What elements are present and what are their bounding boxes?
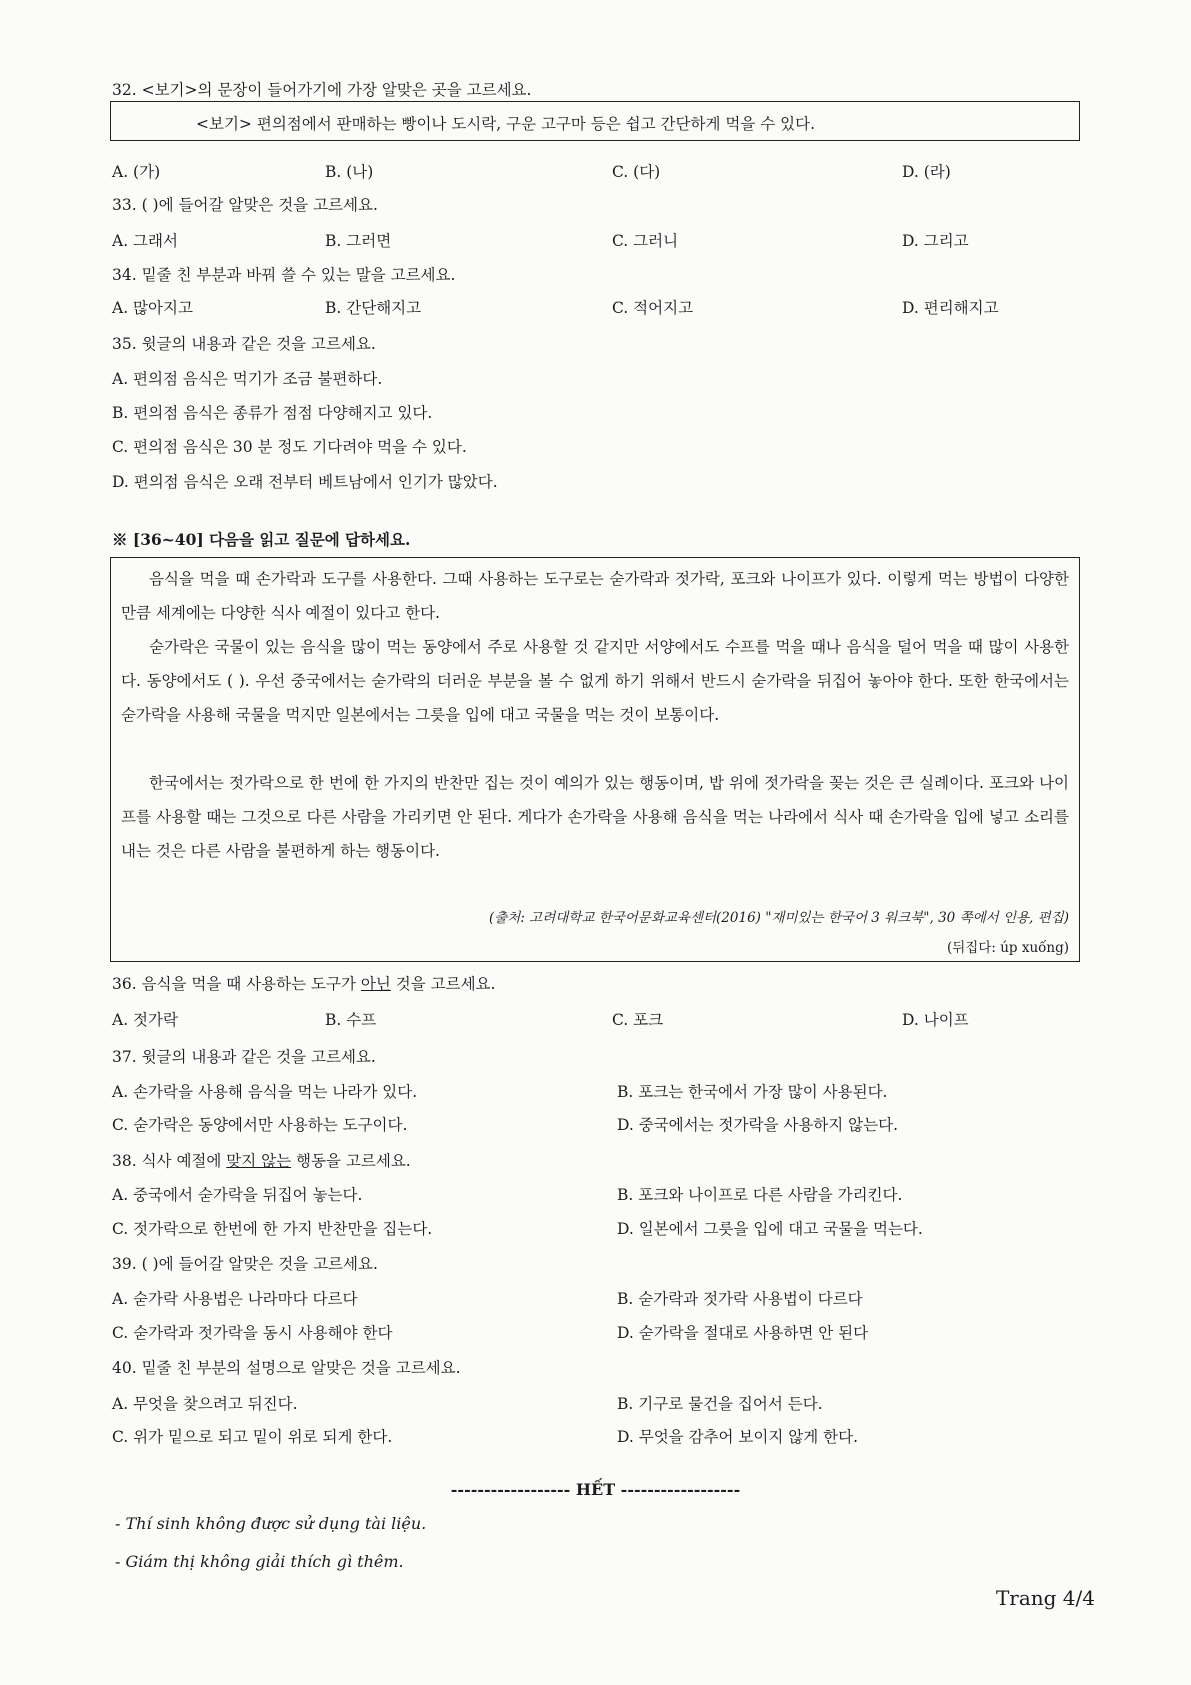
q35-option-b: B. 편의점 음식은 종류가 점점 다양해지고 있다. <box>112 404 433 422</box>
page-number: Trang 4/4 <box>995 1586 1095 1610</box>
q36-option-a: A. 젓가락 <box>112 1011 178 1029</box>
end-marker: ------------------ HẾT ------------------ <box>450 1480 741 1499</box>
example-text: 편의점에서 판매하는 빵이나 도시락, 구운 고구마 등은 쉽고 간단하게 먹을 수 있다. <box>256 115 816 133</box>
question-33-stem: 33. ( )에 들어갈 알맞은 것을 고르세요. <box>112 196 378 214</box>
q32-option-b: B. (나) <box>325 163 374 181</box>
underlined-word: 아닌 <box>360 975 391 993</box>
q32-option-d: D. (라) <box>902 163 951 181</box>
q34-option-a: A. 많아지고 <box>112 299 193 317</box>
q39-option-b: B. 숟가락과 젓가락 사용법이 다르다 <box>617 1290 863 1308</box>
example-label: <보기> <box>196 115 252 133</box>
q37-option-b: B. 포크는 한국에서 가장 많이 사용된다. <box>617 1083 888 1101</box>
q34-option-d: D. 편리해지고 <box>902 299 999 317</box>
question-34-stem: 34. 밑줄 친 부분과 바꿔 쓸 수 있는 말을 고르세요. <box>112 266 456 284</box>
question-40-stem: 40. 밑줄 친 부분의 설명으로 알맞은 것을 고르세요. <box>112 1359 461 1377</box>
example-box <box>110 101 1080 141</box>
q38-option-a: A. 중국에서 숟가락을 뒤집어 놓는다. <box>112 1186 363 1204</box>
passage-paragraph-1: 음식을 먹을 때 손가락과 도구를 사용한다. 그때 사용하는 도구로는 숟가락과 젓가락, 포크와 나이프가 있다. 이렇게 먹는 방법이 다양한 만큼 세계에는 다양한 식사 예절이 있다고 한다. <box>121 570 1069 622</box>
q39-option-d: D. 숟가락을 절대로 사용하면 안 된다 <box>617 1324 869 1342</box>
q32-option-a: A. (가) <box>112 163 161 181</box>
q33-option-c: C. 그러니 <box>612 232 679 250</box>
q34-option-c: C. 적어지고 <box>612 299 694 317</box>
q32-option-c: C. (다) <box>612 163 661 181</box>
q40-option-b: B. 기구로 물건을 집어서 든다. <box>617 1395 823 1413</box>
passage-paragraph-2: 숟가락은 국물이 있는 음식을 많이 먹는 동양에서 주로 사용할 것 같지만 서양에서도 수프를 먹을 때나 음식을 덜어 먹을 때 많이 사용한다. 동양에서도 ( ). 우선 중국에서는 숟가락의 더러운 부분을 볼 수 없게 하기 위해서 반드시 숟가락을 뒤집어 놓아야 한다. 또한 한국에서는 숟가락을 사용해 국물을 먹지만 일본에서는 그릇을 입에 대고 국물을 먹는 것이 보통이다. <box>121 638 1069 724</box>
q34-option-b: B. 간단해지고 <box>325 299 422 317</box>
q39-option-c: C. 숟가락과 젓가락을 동시 사용해야 한다 <box>112 1324 393 1342</box>
q40-option-d: D. 무엇을 감추어 보이지 않게 한다. <box>617 1428 859 1446</box>
q36-option-b: B. 수프 <box>325 1011 377 1029</box>
reading-passage <box>110 557 1080 962</box>
underlined-phrase: 맞지 않는 <box>226 1152 292 1170</box>
section-heading: ※ [36~40] 다음을 읽고 질문에 답하세요. <box>112 530 411 549</box>
q37-option-a: A. 손가락을 사용해 음식을 먹는 나라가 있다. <box>112 1083 418 1101</box>
footer-note-2: - Giám thị không giải thích gì thêm. <box>115 1552 404 1571</box>
q33-option-b: B. 그러면 <box>325 232 392 250</box>
q38-option-d: D. 일본에서 그릇을 입에 대고 국물을 먹는다. <box>617 1220 923 1238</box>
question-37-stem: 37. 윗글의 내용과 같은 것을 고르세요. <box>112 1048 376 1066</box>
q36-option-d: D. 나이프 <box>902 1011 969 1029</box>
q35-option-a: A. 편의점 음식은 먹기가 조금 불편하다. <box>112 370 383 388</box>
passage-source: (출처: 고려대학교 한국어문화교육센터(2016) "재미있는 한국어 3 워크북", 30 쪽에서 인용, 편집) <box>488 910 1069 926</box>
q36-option-c: C. 포크 <box>612 1011 664 1029</box>
q37-option-d: D. 중국에서는 젓가락을 사용하지 않는다. <box>617 1116 899 1134</box>
q38-option-c: C. 젓가락으로 한번에 한 가지 반찬만을 집는다. <box>112 1220 433 1238</box>
question-36-stem: 36. 음식을 먹을 때 사용하는 도구가 아닌 것을 고르세요. <box>112 975 496 993</box>
vocabulary-gloss: (뒤집다: úp xuống) <box>946 940 1069 956</box>
q39-option-a: A. 숟가락 사용법은 나라마다 다르다 <box>112 1290 358 1308</box>
passage-paragraph-3: 한국에서는 젓가락으로 한 번에 한 가지의 반찬만 집는 것이 예의가 있는 행동이며, 밥 위에 젓가락을 꽂는 것은 큰 실례이다. 포크와 나이프를 사용할 때는 그것으로 다른 사람을 가리키면 안 된다. 게다가 손가락을 사용해 음식을 먹는 나라에서 식사 때 손가락을 입에 넣고 소리를 내는 것은 다른 사람을 불편하게 하는 행동이다. <box>121 774 1069 860</box>
q38-option-b: B. 포크와 나이프로 다른 사람을 가리킨다. <box>617 1186 903 1204</box>
q33-option-a: A. 그래서 <box>112 232 178 250</box>
q40-option-c: C. 위가 밑으로 되고 밑이 위로 되게 한다. <box>112 1428 393 1446</box>
q37-option-c: C. 숟가락은 동양에서만 사용하는 도구이다. <box>112 1116 408 1134</box>
question-32-stem: 32. <보기>의 문장이 들어가기에 가장 알맞은 곳을 고르세요. <box>112 81 532 99</box>
question-39-stem: 39. ( )에 들어갈 알맞은 것을 고르세요. <box>112 1255 378 1273</box>
question-38-stem: 38. 식사 예절에 맞지 않는 행동을 고르세요. <box>112 1152 411 1170</box>
q40-option-a: A. 무엇을 찾으려고 뒤진다. <box>112 1395 298 1413</box>
footer-note-1: - Thí sinh không được sử dụng tài liệu. <box>115 1514 427 1533</box>
question-35-stem: 35. 윗글의 내용과 같은 것을 고르세요. <box>112 335 376 353</box>
q33-option-d: D. 그리고 <box>902 232 969 250</box>
example-sentence <box>196 112 815 134</box>
q35-option-c: C. 편의점 음식은 30 분 정도 기다려야 먹을 수 있다. <box>112 438 467 456</box>
q35-option-d: D. 편의점 음식은 오래 전부터 베트남에서 인기가 많았다. <box>112 473 498 491</box>
